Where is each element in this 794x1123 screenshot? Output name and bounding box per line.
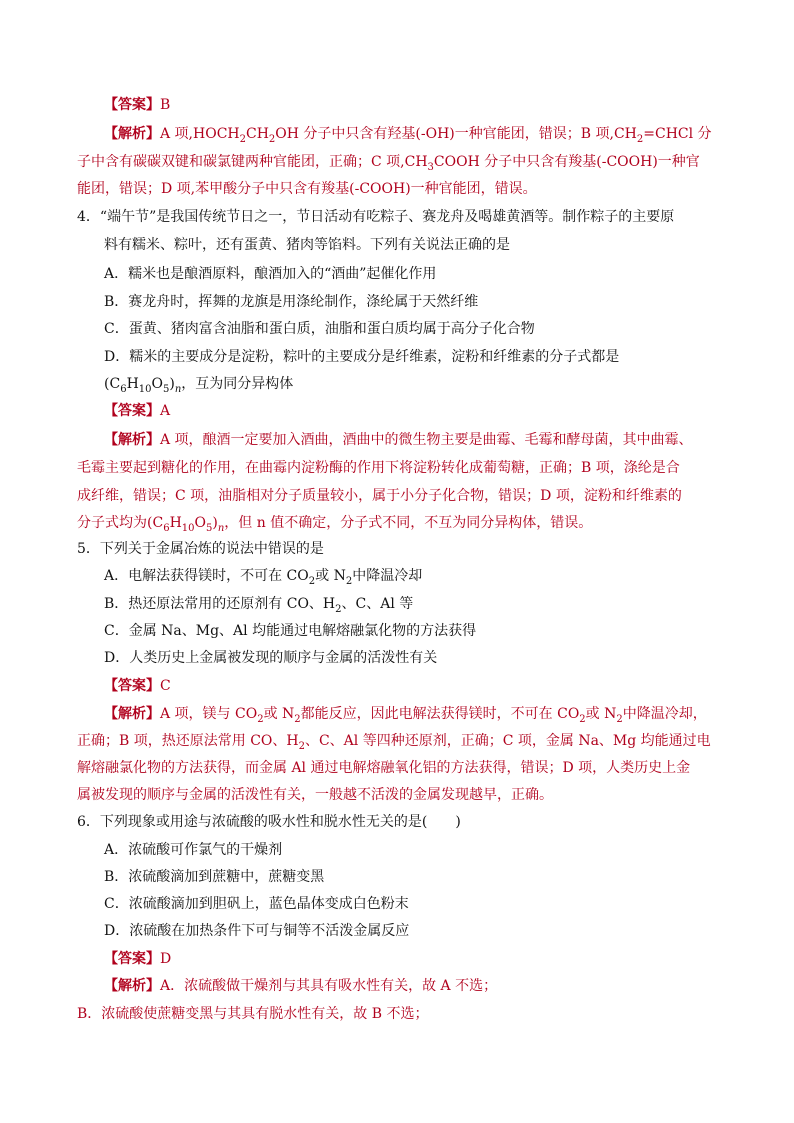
answer-q3 <box>104 95 170 115</box>
subscript: 2 <box>298 740 305 752</box>
subscript: 3 <box>427 161 434 173</box>
analysis-label: 【解析】 <box>104 126 160 142</box>
analysis-text: O <box>194 515 206 531</box>
question-4-option-d-line1: D．糯米的主要成分是淀粉，粽叶的主要成分是纤维素，淀粉和纤维素的分子式都是 <box>104 349 620 365</box>
analysis-text: 子中含有碳碳双键和碳氯键两种官能团，正确；C 项,CH <box>77 154 428 170</box>
analysis-text: A 项，酿酒一定要加入酒曲，酒曲中的微生物主要是曲霉、毛霉和酵母菌，其中曲霉、 <box>160 432 693 448</box>
subscript: 10 <box>181 522 195 534</box>
analysis-q3-line3 <box>77 179 537 199</box>
analysis-q4-line4 <box>77 513 592 533</box>
analysis-q5-line4: 属被发现的顺序与金属的活泼性有关，一般越不活泼的金属发现越早，正确。 <box>77 787 553 803</box>
subscript: n <box>217 522 225 534</box>
question-6-option-c: C．浓硫酸滴加到胆矾上，蓝色晶体变成白色粉末 <box>104 896 409 912</box>
subscript: 2 <box>616 713 623 725</box>
question-4-option-d-line2 <box>104 374 293 394</box>
question-4-option-b: B．赛龙舟时，挥舞的龙旗是用涤纶制作，涤纶属于天然纤维 <box>104 294 479 310</box>
answer-q4 <box>104 401 170 421</box>
subscript: 6 <box>163 522 170 534</box>
answer-label: 【答案】 <box>104 951 160 967</box>
option-text: 或 N <box>315 568 346 584</box>
subscript: 2 <box>335 603 342 615</box>
option-text: ) <box>169 376 175 392</box>
analysis-text: 中降温冷却， <box>622 706 707 722</box>
analysis-text: OH 分子中只含有羟基(-OH)一种官能团，错误；B 项,CH <box>275 126 637 142</box>
subscript: 2 <box>308 575 316 587</box>
subscript: 2 <box>636 133 644 145</box>
analysis-text: 都能反应，因此电解法获得镁时，不可在 CO <box>300 706 580 722</box>
analysis-label: 【解析】 <box>104 706 160 722</box>
analysis-text: 正确；B 项，热还原法常用 CO、H <box>77 733 299 749</box>
question-5-option-c: C．金属 Na、Mg、Al 均能通过电解熔融氯化物的方法获得 <box>104 623 477 639</box>
answer-value: B <box>160 97 171 113</box>
answer-value: A <box>160 403 171 419</box>
option-text: O <box>151 376 163 392</box>
subscript: 10 <box>138 383 152 395</box>
analysis-text: H <box>169 515 182 531</box>
subscript: n <box>174 383 182 395</box>
analysis-q4-line1 <box>104 430 693 450</box>
question-4-option-c: C．蛋黄、猪肉富含油脂和蛋白质，油脂和蛋白质均属于高分子化合物 <box>104 321 535 337</box>
analysis-text: =CHCl 分 <box>643 126 712 142</box>
question-6-option-d: D．浓硫酸在加热条件下可与铜等不活泼金属反应 <box>104 923 410 939</box>
option-text: ，互为同分异构体 <box>181 376 294 392</box>
question-5-option-d: D．人类历史上金属被发现的顺序与金属的活泼性有关 <box>104 650 438 666</box>
analysis-text: ) <box>212 515 218 531</box>
question-4-stem-line2: 料有糯米、粽叶，还有蛋黄、猪肉等馅料。下列有关说法正确的是 <box>104 237 510 253</box>
option-text: (C <box>104 376 121 392</box>
answer-label: 【答案】 <box>104 403 160 419</box>
analysis-q5-line1 <box>104 704 707 724</box>
analysis-text: 分子式均为(C <box>77 515 164 531</box>
question-6-option-b: B．浓硫酸滴加到蔗糖中，蔗糖变黑 <box>104 869 325 885</box>
analysis-text: 或 N <box>585 706 617 722</box>
analysis-text: CH <box>246 126 269 142</box>
analysis-text: A．浓硫酸做干燥剂与其具有吸水性有关，故 A 不选； <box>160 978 498 994</box>
analysis-text: 能团，错误；D 项,苯甲酸分子中只含有羧基(-COOH)一种官能团，错误。 <box>77 181 537 197</box>
subscript: 5 <box>206 522 213 534</box>
option-text: 中降温冷却 <box>352 568 423 584</box>
question-6-stem: 6．下列现象或用途与浓硫酸的吸水性和脱水性无关的是( ) <box>77 814 461 830</box>
answer-label: 【答案】 <box>104 97 160 113</box>
option-text: H <box>126 376 139 392</box>
option-text: A．电解法获得镁时，不可在 CO <box>104 568 309 584</box>
analysis-text: 或 N <box>263 706 295 722</box>
analysis-q5-line2 <box>77 731 711 751</box>
option-text: B．热还原法常用的还原剂有 CO、H <box>104 596 336 612</box>
subscript: 2 <box>239 133 246 145</box>
question-5-stem: 5．下列关于金属冶炼的说法中错误的是 <box>77 541 324 557</box>
analysis-text: A 项,HOCH <box>160 126 240 142</box>
analysis-text: COOH 分子中只含有羧基(-COOH)一种官 <box>433 154 700 170</box>
analysis-q4-line3: 成纤维，错误；C 项，油脂相对分子质量较小，属于小分子化合物，错误；D 项，淀粉和纤维素的 <box>77 488 682 504</box>
analysis-q5-line3: 解熔融氯化物的方法获得，而金属 Al 通过电解熔融氧化铝的方法获得，错误；D 项，人类历史上金 <box>77 760 691 776</box>
answer-value: D <box>160 951 172 967</box>
question-4-option-a: A．糯米也是酿酒原料，酿酒加入的“酒曲”起催化作用 <box>104 266 437 282</box>
analysis-q3-line1 <box>104 124 712 144</box>
answer-q5 <box>104 676 171 696</box>
question-6-option-a: A．浓硫酸可作氯气的干燥剂 <box>104 842 283 858</box>
subscript: 2 <box>257 713 264 725</box>
subscript: 2 <box>345 575 353 587</box>
answer-q6 <box>104 949 171 969</box>
question-5-option-a <box>104 566 422 586</box>
subscript: 6 <box>120 383 127 395</box>
analysis-q3-line2 <box>77 152 700 172</box>
analysis-text: 、C、Al 等四种还原剂，正确；C 项，金属 Na、Mg 均能通过电 <box>304 733 711 749</box>
question-4-stem-line1: 4．“端午节”是我国传统节日之一，节日活动有吃粽子、赛龙舟及喝雄黄酒等。制作粽子的主要原 <box>77 209 675 225</box>
analysis-text: ，但 n 值不确定，分子式不同，不互为同分异构体，错误。 <box>224 515 593 531</box>
analysis-text: A 项，镁与 CO <box>160 706 258 722</box>
answer-label: 【答案】 <box>104 678 160 694</box>
subscript: 5 <box>163 383 170 395</box>
subscript: 2 <box>268 133 276 145</box>
analysis-label: 【解析】 <box>104 978 160 994</box>
analysis-label: 【解析】 <box>104 432 160 448</box>
analysis-q6-line2: B．浓硫酸使蔗糖变黑与其具有脱水性有关，故 B 不选； <box>77 1006 429 1022</box>
answer-value: C <box>160 678 171 694</box>
question-5-option-b <box>104 594 413 614</box>
subscript: 2 <box>294 713 301 725</box>
option-text: 、C、Al 等 <box>341 596 414 612</box>
analysis-q4-line2: 毛霉主要起到糖化的作用，在曲霉内淀粉酶的作用下将淀粉转化成葡萄糖，正确；B 项，涤纶是合 <box>77 460 680 476</box>
analysis-q6-line1 <box>104 976 497 996</box>
subscript: 2 <box>579 713 586 725</box>
